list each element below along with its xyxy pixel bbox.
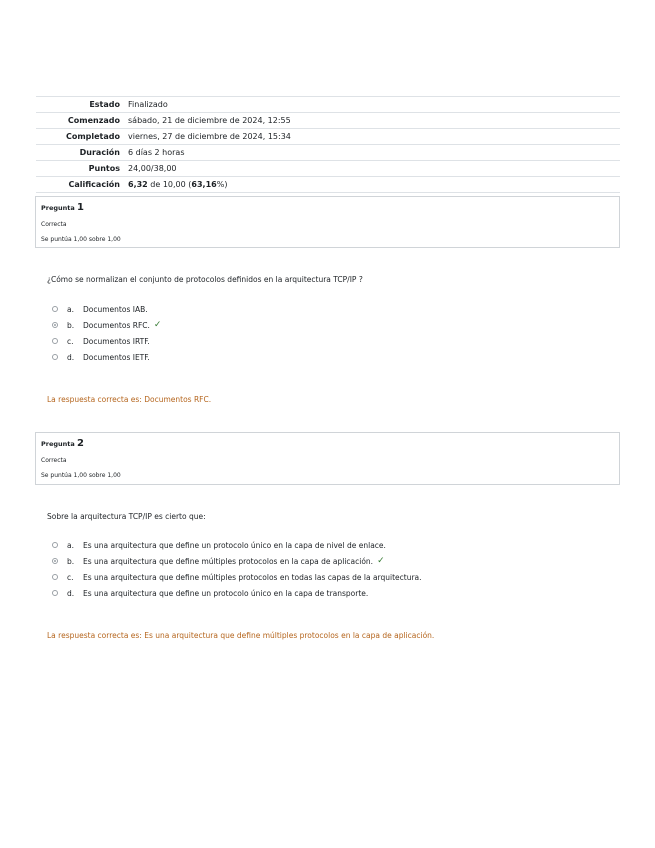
answer-option[interactable] — [52, 349, 161, 365]
summary-label: Completado — [65, 132, 120, 141]
summary-value: sábado, 21 de diciembre de 2024, 12:55 — [128, 116, 291, 125]
grade-score: 6,32 — [128, 180, 148, 189]
radio-button[interactable] — [52, 354, 58, 360]
question-number-value: 2 — [77, 438, 85, 449]
grade-percent: 63,16 — [191, 180, 217, 189]
option-letter: d. — [67, 588, 75, 598]
correct-answer-feedback: La respuesta correcta es: Es una arquitectura que define múltiples protocolos en la capa de aplicación. — [47, 631, 435, 640]
summary-label: Calificación — [68, 180, 120, 189]
question-info-box — [35, 196, 620, 248]
option-text: Es una arquitectura que define múltiples protocolos en todas las capas de la arquitectura. — [83, 572, 422, 582]
answer-option[interactable] — [52, 333, 161, 349]
question-number-value: 1 — [77, 202, 85, 213]
summary-label: Duración — [79, 148, 120, 157]
grade-end: %) — [216, 180, 228, 189]
summary-value: Finalizado — [128, 100, 168, 109]
answer-option[interactable] — [52, 585, 422, 601]
radio-button[interactable] — [52, 322, 58, 328]
summary-row-started — [36, 113, 620, 129]
attempt-summary-table — [36, 96, 620, 193]
summary-label: Comenzado — [67, 116, 120, 125]
question-text: ¿Cómo se normalizan el conjunto de protocolos definidos en la arquitectura TCP/IP ? — [47, 275, 363, 284]
answer-option[interactable] — [52, 553, 422, 569]
question-number — [41, 202, 84, 213]
correct-answer-feedback: La respuesta correcta es: Documentos RFC. — [47, 395, 212, 404]
summary-value: viernes, 27 de diciembre de 2024, 15:34 — [128, 132, 291, 141]
question-info-box — [35, 432, 620, 485]
radio-button[interactable] — [52, 574, 58, 580]
check-icon: ✓ — [153, 320, 162, 330]
radio-button[interactable] — [52, 558, 58, 564]
summary-row-state — [36, 97, 620, 113]
option-text: Documentos IRTF. — [83, 336, 150, 346]
question-state: Correcta — [41, 221, 67, 228]
answer-options — [52, 537, 422, 601]
question-state: Correcta — [41, 457, 67, 464]
option-letter: a. — [67, 540, 74, 550]
option-letter: c. — [67, 336, 74, 346]
summary-value: 24,00/38,00 — [128, 164, 177, 173]
summary-row-duration — [36, 145, 620, 161]
answer-option[interactable] — [52, 301, 161, 317]
grade-max: de 10,00 ( — [147, 180, 192, 189]
summary-value — [128, 180, 620, 189]
option-text: Es una arquitectura que define múltiples protocolos en la capa de aplicación. — [83, 556, 374, 566]
option-letter: b. — [67, 556, 75, 566]
option-text: Es una arquitectura que define un protocolo único en la capa de transporte. — [83, 588, 369, 598]
radio-button[interactable] — [52, 306, 58, 312]
radio-button[interactable] — [52, 542, 58, 548]
question-prefix: Pregunta — [41, 204, 78, 212]
option-letter: b. — [67, 320, 75, 330]
summary-label: Puntos — [88, 164, 120, 173]
option-text: Es una arquitectura que define un protocolo único en la capa de nivel de enlace. — [83, 540, 386, 550]
question-number — [41, 438, 84, 449]
option-letter: a. — [67, 304, 74, 314]
option-text: Documentos IETF. — [83, 352, 150, 362]
answer-option[interactable] — [52, 537, 422, 553]
radio-button[interactable] — [52, 338, 58, 344]
question-grade: Se puntúa 1,00 sobre 1,00 — [41, 236, 121, 243]
question-prefix: Pregunta — [41, 440, 78, 448]
radio-button[interactable] — [52, 590, 58, 596]
summary-value: 6 días 2 horas — [128, 148, 185, 157]
option-text: Documentos RFC. — [83, 320, 150, 330]
question-grade: Se puntúa 1,00 sobre 1,00 — [41, 472, 121, 479]
summary-row-points — [36, 161, 620, 177]
check-icon: ✓ — [377, 556, 385, 566]
summary-row-completed — [36, 129, 620, 145]
answer-options — [52, 301, 161, 365]
summary-row-grade — [36, 177, 620, 193]
option-letter: d. — [67, 352, 75, 362]
answer-option[interactable] — [52, 569, 422, 585]
question-text: Sobre la arquitectura TCP/IP es cierto que: — [47, 512, 206, 521]
answer-option[interactable] — [52, 317, 161, 333]
summary-label: Estado — [89, 100, 120, 109]
option-text: Documentos IAB. — [83, 304, 148, 314]
option-letter: c. — [67, 572, 74, 582]
